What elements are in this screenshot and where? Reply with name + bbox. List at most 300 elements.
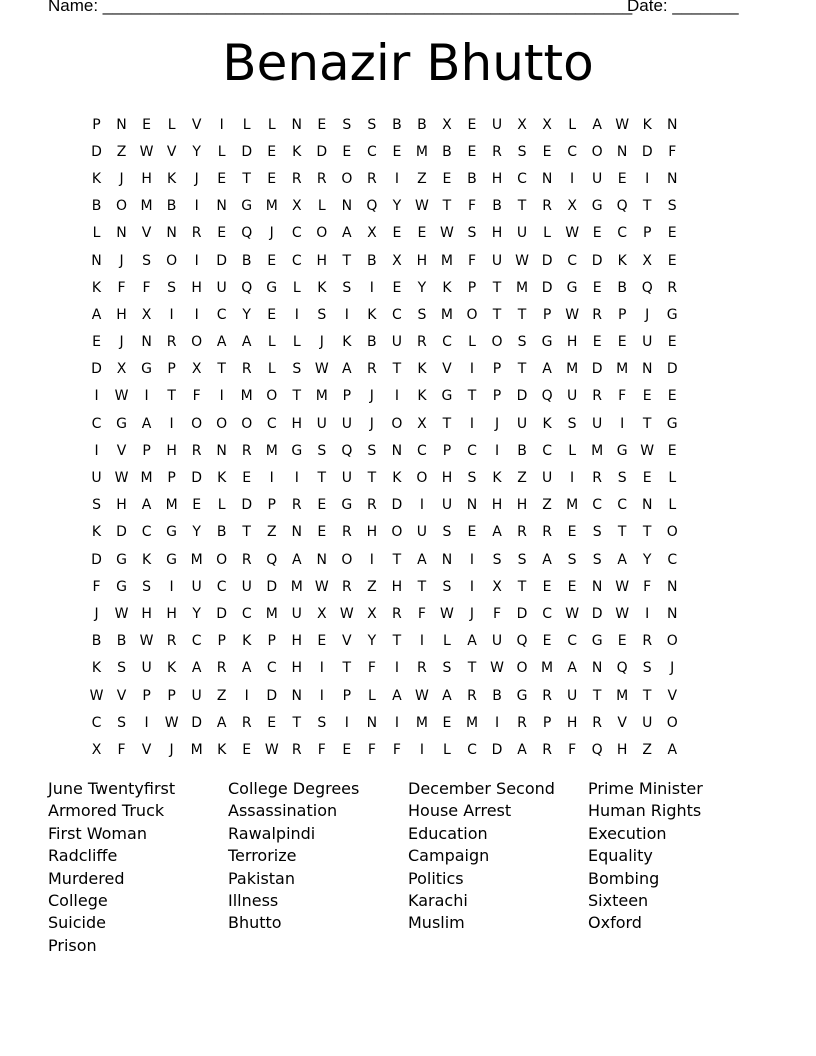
grid-letter: S — [492, 551, 502, 568]
grid-letter: N — [341, 198, 353, 215]
grid-letter: L — [568, 116, 577, 133]
grid-letter: S — [517, 551, 527, 568]
grid-letter: F — [492, 605, 502, 622]
grid-letter: R — [241, 442, 252, 459]
grid-letter: W — [640, 442, 655, 459]
grid-letter: M — [415, 714, 428, 731]
grid-letter: M — [440, 306, 453, 323]
grid-letter: L — [267, 334, 276, 351]
grid-letter: S — [567, 551, 577, 568]
grid-letter: C — [592, 497, 603, 514]
word-bank-item: Equality — [588, 846, 653, 866]
word-bank-item: Human Rights — [588, 801, 702, 821]
grid-letter: P — [167, 361, 176, 378]
grid-letter: H — [516, 497, 528, 514]
grid-letter: J — [169, 741, 174, 758]
grid-letter: W — [139, 143, 154, 160]
grid-letter: O — [416, 470, 428, 487]
grid-letter: Y — [192, 524, 201, 541]
grid-letter: W — [264, 741, 279, 758]
grid-row — [84, 165, 735, 192]
grid-letter: R — [341, 524, 352, 541]
grid-letter: D — [191, 714, 203, 731]
grid-letter: O — [666, 633, 678, 650]
grid-letter: K — [417, 388, 427, 405]
grid-letter: T — [167, 388, 176, 405]
grid-letter: I — [344, 306, 349, 323]
grid-letter: S — [517, 143, 527, 160]
grid-letter: Z — [116, 143, 127, 160]
grid-letter: P — [142, 442, 151, 459]
grid-row — [84, 736, 735, 763]
grid-letter: R — [417, 334, 427, 351]
grid-letter: I — [394, 170, 399, 187]
grid-letter: N — [291, 687, 302, 704]
grid-letter: C — [91, 415, 102, 432]
grid-letter: E — [242, 470, 252, 487]
grid-letter: O — [266, 388, 278, 405]
grid-letter: J — [194, 170, 199, 187]
grid-letter: D — [666, 361, 678, 378]
grid-letter: R — [166, 334, 177, 351]
grid-letter: S — [142, 252, 152, 269]
grid-letter: T — [467, 660, 477, 677]
grid-letter: B — [367, 252, 377, 269]
grid-letter: T — [642, 198, 652, 215]
grid-letter: C — [392, 306, 402, 323]
grid-letter: C — [617, 225, 628, 242]
grid-letter: Q — [341, 442, 353, 459]
grid-letter: U — [441, 497, 453, 514]
grid-letter: K — [292, 143, 302, 160]
grid-letter: I — [369, 551, 374, 568]
grid-letter: V — [141, 225, 152, 242]
grid-letter: I — [494, 442, 500, 459]
grid-letter: A — [492, 524, 502, 541]
grid-letter: M — [190, 741, 203, 758]
grid-letter: O — [216, 415, 228, 432]
grid-letter: P — [342, 687, 352, 704]
grid-row — [84, 519, 735, 546]
grid-letter: H — [166, 605, 177, 622]
grid-letter: C — [467, 442, 477, 459]
grid-letter: P — [217, 633, 226, 650]
grid-letter: I — [144, 714, 149, 731]
grid-letter: C — [542, 442, 552, 459]
grid-letter: R — [592, 470, 602, 487]
grid-letter: O — [216, 551, 228, 568]
grid-letter: H — [366, 524, 378, 541]
grid-letter: W — [314, 578, 329, 595]
grid-letter: I — [144, 388, 149, 405]
grid-letter: I — [194, 252, 199, 269]
grid-letter: E — [617, 334, 627, 351]
grid-letter: T — [617, 524, 627, 541]
grid-letter: E — [592, 225, 602, 242]
grid-letter: U — [316, 415, 327, 432]
grid-letter: C — [417, 442, 427, 459]
grid-letter: X — [642, 252, 652, 269]
word-bank-item: Illness — [228, 890, 279, 910]
grid-letter: L — [543, 225, 551, 242]
grid-letter: E — [392, 225, 402, 242]
grid-letter: I — [194, 306, 199, 323]
grid-letter: D — [91, 551, 102, 568]
grid-letter: P — [467, 279, 477, 296]
grid-letter: H — [316, 252, 328, 269]
grid-letter: X — [291, 198, 302, 215]
grid-letter: L — [443, 633, 451, 650]
grid-letter: R — [366, 497, 377, 514]
grid-letter: G — [166, 551, 178, 568]
grid-letter: A — [241, 334, 252, 351]
grid-letter: I — [219, 388, 224, 405]
grid-letter: R — [517, 714, 527, 731]
grid-letter: S — [317, 714, 327, 731]
grid-letter: N — [591, 660, 603, 677]
grid-letter: J — [119, 252, 124, 269]
grid-letter: T — [217, 361, 226, 378]
grid-letter: K — [317, 279, 327, 296]
grid-letter: I — [394, 660, 399, 677]
grid-letter: P — [267, 497, 276, 514]
word-bank-item: June Twentyfirst — [48, 779, 176, 798]
grid-letter: D — [266, 687, 278, 704]
grid-letter: G — [166, 524, 178, 541]
grid-letter: S — [142, 578, 152, 595]
grid-letter: D — [591, 252, 603, 269]
grid-letter: S — [317, 306, 327, 323]
grid-letter: V — [342, 633, 352, 650]
grid-letter: L — [668, 497, 677, 514]
grid-letter: H — [116, 497, 127, 514]
grid-letter: T — [442, 198, 452, 215]
grid-letter: K — [442, 279, 452, 296]
grid-letter: E — [467, 116, 477, 133]
grid-letter: F — [367, 741, 376, 758]
grid-letter: K — [91, 660, 102, 677]
grid-letter: W — [415, 198, 429, 215]
grid-letter: C — [141, 524, 152, 541]
grid-letter: U — [341, 470, 352, 487]
grid-letter: X — [542, 116, 552, 133]
grid-letter: O — [341, 551, 353, 568]
grid-letter: Y — [192, 605, 201, 622]
grid-letter: I — [469, 551, 475, 568]
grid-letter: H — [491, 170, 503, 187]
grid-letter: H — [291, 660, 303, 677]
grid-letter: I — [169, 306, 174, 323]
grid-letter: N — [216, 198, 227, 215]
grid-letter: M — [265, 198, 278, 215]
grid-letter: E — [442, 170, 452, 187]
grid-letter: A — [291, 551, 302, 568]
grid-row — [84, 383, 735, 410]
grid-letter: R — [191, 225, 202, 242]
grid-letter: R — [592, 388, 602, 405]
grid-letter: K — [367, 306, 377, 323]
grid-letter: B — [241, 252, 252, 269]
grid-letter: A — [417, 551, 427, 568]
grid-letter: F — [643, 578, 652, 595]
grid-letter: K — [91, 170, 102, 187]
grid-letter: P — [492, 388, 502, 405]
grid-letter: E — [542, 633, 552, 650]
grid-letter: C — [291, 225, 302, 242]
grid-row — [84, 220, 735, 247]
grid-letter: A — [216, 714, 227, 731]
grid-letter: N — [141, 334, 152, 351]
grid-letter: I — [645, 605, 650, 622]
grid-letter: N — [166, 225, 177, 242]
grid-letter: E — [92, 334, 101, 351]
grid-letter: J — [670, 660, 675, 677]
grid-row — [84, 628, 735, 655]
grid-letter: M — [541, 660, 554, 677]
grid-letter: W — [139, 633, 154, 650]
grid-letter: E — [142, 116, 151, 133]
grid-letter: W — [615, 116, 630, 133]
grid-letter: K — [642, 116, 652, 133]
grid-letter: I — [469, 415, 475, 432]
grid-letter: J — [119, 334, 124, 351]
grid-letter: I — [194, 198, 199, 215]
grid-letter: N — [291, 116, 302, 133]
grid-letter: K — [617, 252, 627, 269]
grid-letter: E — [417, 225, 427, 242]
grid-letter: T — [592, 687, 602, 704]
grid-letter: L — [668, 470, 677, 487]
grid-letter: Y — [367, 633, 377, 650]
grid-letter: S — [592, 524, 602, 541]
grid-letter: U — [491, 633, 503, 650]
grid-letter: E — [192, 497, 202, 514]
word-bank-item: Rawalpindi — [228, 823, 316, 843]
grid-letter: E — [217, 225, 227, 242]
grid-letter: W — [440, 225, 454, 242]
grid-letter: I — [369, 279, 374, 296]
grid-letter: P — [492, 361, 502, 378]
grid-letter: I — [244, 687, 249, 704]
grid-letter: E — [267, 714, 277, 731]
grid-letter: L — [317, 198, 326, 215]
word-bank-item: Execution — [588, 823, 667, 843]
grid-letter: S — [467, 470, 477, 487]
grid-letter: G — [116, 551, 127, 568]
word-bank-item: Pakistan — [228, 868, 295, 888]
grid-letter: W — [615, 605, 630, 622]
grid-letter: N — [591, 578, 603, 595]
grid-letter: A — [617, 551, 627, 568]
grid-letter: H — [291, 415, 303, 432]
grid-letter: O — [516, 660, 528, 677]
word-bank-item: Assassination — [228, 801, 338, 821]
grid-letter: H — [191, 279, 202, 296]
grid-letter: K — [392, 470, 402, 487]
grid-letter: C — [517, 170, 527, 187]
grid-letter: S — [342, 116, 352, 133]
grid-letter: S — [642, 660, 652, 677]
grid-row — [84, 600, 735, 627]
grid-letter: U — [341, 415, 352, 432]
grid-letter: C — [216, 306, 227, 323]
grid-letter: I — [294, 306, 299, 323]
word-bank-item: Politics — [408, 868, 464, 888]
grid-letter: D — [591, 361, 603, 378]
grid-letter: E — [667, 388, 677, 405]
grid-letter: K — [217, 470, 227, 487]
grid-letter: T — [392, 633, 402, 650]
grid-letter: U — [491, 116, 503, 133]
grid-letter: R — [316, 170, 327, 187]
grid-letter: G — [141, 361, 152, 378]
grid-letter: K — [217, 741, 227, 758]
grid-letter: X — [567, 198, 577, 215]
grid-letter: R — [392, 605, 402, 622]
grid-letter: O — [191, 334, 203, 351]
grid-letter: E — [542, 143, 552, 160]
grid-letter: L — [292, 279, 301, 296]
page-title: Benazir Bhutto — [222, 34, 594, 92]
grid-letter: Q — [366, 198, 378, 215]
grid-letter: B — [467, 170, 477, 187]
grid-letter: W — [114, 388, 129, 405]
grid-letter: U — [642, 714, 653, 731]
grid-letter: U — [216, 279, 227, 296]
grid-letter: X — [367, 605, 377, 622]
grid-letter: Y — [417, 279, 427, 296]
grid-letter: R — [291, 741, 302, 758]
grid-letter: C — [467, 741, 477, 758]
word-bank-item: Muslim — [408, 913, 465, 933]
grid-letter: M — [616, 361, 629, 378]
grid-letter: J — [645, 306, 650, 323]
grid-letter: U — [566, 687, 578, 704]
grid-letter: C — [617, 497, 628, 514]
grid-letter: C — [191, 633, 202, 650]
grid-letter: M — [465, 714, 479, 731]
grid-row — [84, 111, 735, 138]
grid-letter: A — [141, 497, 152, 514]
grid-letter: P — [267, 633, 276, 650]
grid-letter: J — [319, 334, 324, 351]
grid-row — [84, 138, 735, 165]
grid-letter: S — [592, 551, 602, 568]
grid-letter: T — [642, 524, 652, 541]
grid-letter: E — [217, 170, 227, 187]
grid-row — [84, 329, 735, 356]
grid-row — [84, 356, 735, 383]
grid-letter: L — [367, 687, 376, 704]
grid-letter: R — [542, 741, 552, 758]
grid-letter: W — [490, 660, 504, 677]
grid-letter: E — [567, 524, 577, 541]
grid-letter: N — [291, 524, 302, 541]
grid-letter: R — [592, 306, 602, 323]
grid-letter: S — [92, 497, 101, 514]
grid-letter: G — [616, 442, 628, 459]
grid-letter: I — [570, 170, 575, 187]
date-field-label: Date: _______ — [627, 0, 739, 15]
grid-letter: C — [667, 551, 678, 568]
grid-letter: V — [442, 361, 452, 378]
grid-letter: M — [265, 605, 278, 622]
grid-letter: V — [116, 687, 127, 704]
grid-letter: I — [620, 415, 625, 432]
word-bank-item: House Arrest — [408, 801, 512, 821]
grid-letter: G — [441, 388, 453, 405]
grid-letter: M — [415, 143, 428, 160]
grid-letter: M — [616, 687, 629, 704]
grid-letter: W — [615, 578, 630, 595]
grid-letter: P — [542, 714, 552, 731]
grid-letter: L — [267, 116, 276, 133]
grid-letter: S — [517, 334, 527, 351]
grid-letter: T — [367, 470, 377, 487]
grid-letter: G — [541, 334, 553, 351]
grid-letter: H — [616, 741, 628, 758]
grid-letter: N — [316, 551, 328, 568]
grid-letter: O — [316, 225, 328, 242]
grid-letter: U — [191, 578, 202, 595]
grid-letter: O — [116, 198, 128, 215]
grid-letter: O — [166, 252, 178, 269]
grid-letter: Y — [192, 143, 201, 160]
grid-letter: O — [591, 143, 603, 160]
grid-letter: Z — [642, 741, 652, 758]
grid-letter: H — [491, 497, 503, 514]
word-bank-item: College Degrees — [228, 779, 360, 798]
grid-letter: H — [141, 605, 152, 622]
grid-letter: C — [442, 334, 452, 351]
grid-letter: H — [391, 578, 403, 595]
grid-letter: U — [241, 578, 252, 595]
grid-letter: Q — [616, 198, 628, 215]
grid-letter: G — [266, 279, 278, 296]
grid-letter: F — [117, 279, 126, 296]
grid-letter: C — [567, 252, 577, 269]
grid-letter: A — [442, 687, 452, 704]
grid-letter: D — [316, 143, 328, 160]
grid-letter: J — [269, 225, 274, 242]
grid-letter: P — [542, 306, 552, 323]
grid-letter: I — [94, 388, 99, 405]
grid-letter: K — [417, 361, 427, 378]
grid-letter: X — [191, 361, 202, 378]
grid-letter: U — [592, 415, 603, 432]
grid-letter: D — [591, 605, 603, 622]
grid-letter: D — [91, 143, 102, 160]
grid-letter: B — [367, 334, 377, 351]
grid-letter: E — [617, 170, 627, 187]
grid-letter: C — [216, 578, 227, 595]
grid-letter: A — [467, 633, 477, 650]
word-bank-item: Prime Minister — [588, 779, 703, 798]
grid-letter: L — [217, 143, 226, 160]
grid-letter: D — [216, 605, 228, 622]
grid-letter: L — [568, 442, 577, 459]
grid-letter: N — [116, 116, 127, 133]
grid-letter: D — [241, 497, 253, 514]
grid-letter: G — [566, 279, 578, 296]
grid-letter: T — [242, 170, 251, 187]
word-bank-item: Bombing — [588, 868, 660, 888]
grid-letter: T — [642, 687, 652, 704]
grid-letter: P — [342, 388, 352, 405]
word-bank-item: Murdered — [48, 868, 125, 888]
grid-letter: B — [116, 633, 127, 650]
grid-letter: T — [342, 660, 352, 677]
